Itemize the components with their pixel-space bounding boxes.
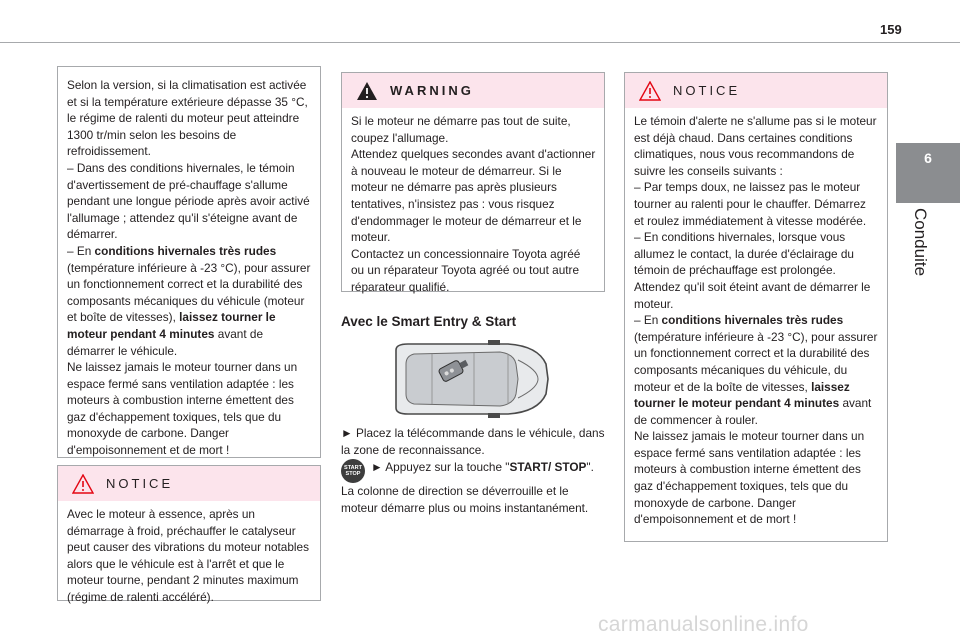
warning-triangle-icon (72, 474, 94, 494)
warning-triangle-icon (639, 81, 661, 101)
warning-title: WARNING (390, 83, 474, 98)
warning-header (342, 73, 604, 108)
paragraph: Selon la version, si la climatisation est activée et si la température extérieure dépasse 35 °C, le régime de ralenti du moteur peut atteindre 1300 tr/min selon les besoins de refroidissement. (67, 78, 308, 159)
warning-triangle-icon (356, 81, 378, 101)
watermark: carmanualsonline.info (598, 613, 809, 636)
warning-box-starter (341, 72, 605, 292)
paragraph: – Dans des conditions hivernales, le témoin d'avertissement de pré-chauffage s'allume pendant une longue période après avoir activé l'allumage ; attendez qu'il s'éteigne avant de démarrer. (67, 160, 310, 242)
notice-header (58, 466, 320, 501)
info-box-climate (57, 66, 321, 458)
notice-text: Avec le moteur à essence, après un démarrage à froid, préchauffer le catalyseur peut causer des vibrations du moteur notables alors que le véhicule est à l'arrêt et que le moteur tourne, pendant 2 minutes maximum (régime de ralenti accéléré). (67, 507, 309, 604)
chapter-number: 6 (924, 150, 932, 166)
chapter-title: Conduite (911, 208, 930, 277)
notice-header (625, 73, 887, 108)
car-top-view-illustration (388, 340, 552, 418)
notice-text: Ne laissez jamais le moteur tourner dans un espace fermé sans ventilation adaptée : les moteurs à combustion interne émettent des gaz d'échappement toxiques, tels que du monoxyde de carbone. Danger d'empoisonnement et de mort ! (634, 429, 865, 527)
step-place-key: ► Placez la télécommande dans le véhicule, dans la zone de reconnaissance. (341, 426, 605, 457)
step-press-start: START STOP ► Appuyez sur la touche "START/ STOP". (341, 459, 605, 483)
notice-title: NOTICE (673, 83, 741, 98)
notice-text: – Par temps doux, ne laissez pas le moteur tourner au ralenti pour le chauffer. Démarrez et roulez immédiatement à vitesse modérée. (634, 180, 867, 228)
notice-box-preheat (624, 72, 888, 542)
notice-box-catalyst (57, 465, 321, 604)
notice-text: Le témoin d'alerte ne s'allume pas si le moteur est déjà chaud. Dans certaines conditions climatiques, nous vous recommandons de suivre les conseils suivants : (634, 114, 877, 178)
section-title: Avec le Smart Entry & Start (341, 314, 517, 329)
warning-text: Contactez un concessionnaire Toyota agréé ou un réparateur Toyota agréé ou tout autre réparateur qualifié. (351, 246, 581, 294)
header-divider (0, 42, 960, 43)
notice-title: NOTICE (106, 476, 174, 491)
paragraph: Ne laissez jamais le moteur tourner dans un espace fermé sans ventilation adaptée : les moteurs à combustion interne émettent des gaz d'échappement toxiques, tels que du monoxyde de carbone. Danger d'empoisonnement et de mort ! (67, 360, 298, 458)
notice-text: – En conditions hivernales très rudes (température inférieure à -23 °C), pour assurer un fonctionnement correct et la durabilité des composants mécaniques du véhicule, du moteur et de la boîte de vitesses, laissez tourner le moteur pendant 4 minutes avant de commencer à rouler. (634, 313, 878, 427)
notice-text: – En conditions hivernales, lorsque vous allumez le contact, la durée d'éclairage du témoin de préchauffage est prolongée. Attendez qu'il soit éteint avant de démarrer le moteur. (634, 230, 871, 311)
warning-text: Attendez quelques secondes avant d'actionner à nouveau le moteur de démarreur. Si le moteur ne démarre pas après plusieurs tentatives, n'insistez pas : vous risquez d'endommager le moteur de démarreur et le moteur. (351, 147, 596, 245)
warning-text: Si le moteur ne démarre pas tout de suite, coupez l'allumage. (351, 114, 571, 145)
start-stop-button-icon: START STOP (341, 459, 365, 483)
paragraph: – En conditions hivernales très rudes (température inférieure à -23 °C), pour assurer un fonctionnement correct et la durabilité des composants mécaniques du véhicule (moteur et boîte de vitesses), laissez tourner le moteur pendant 4 minutes avant de démarrer le véhicule. (67, 243, 311, 358)
result-text: La colonne de direction se déverrouille et le moteur démarre plus ou moins instantanément. (341, 484, 589, 515)
page-number: 159 (880, 22, 902, 37)
instructions (341, 425, 605, 516)
